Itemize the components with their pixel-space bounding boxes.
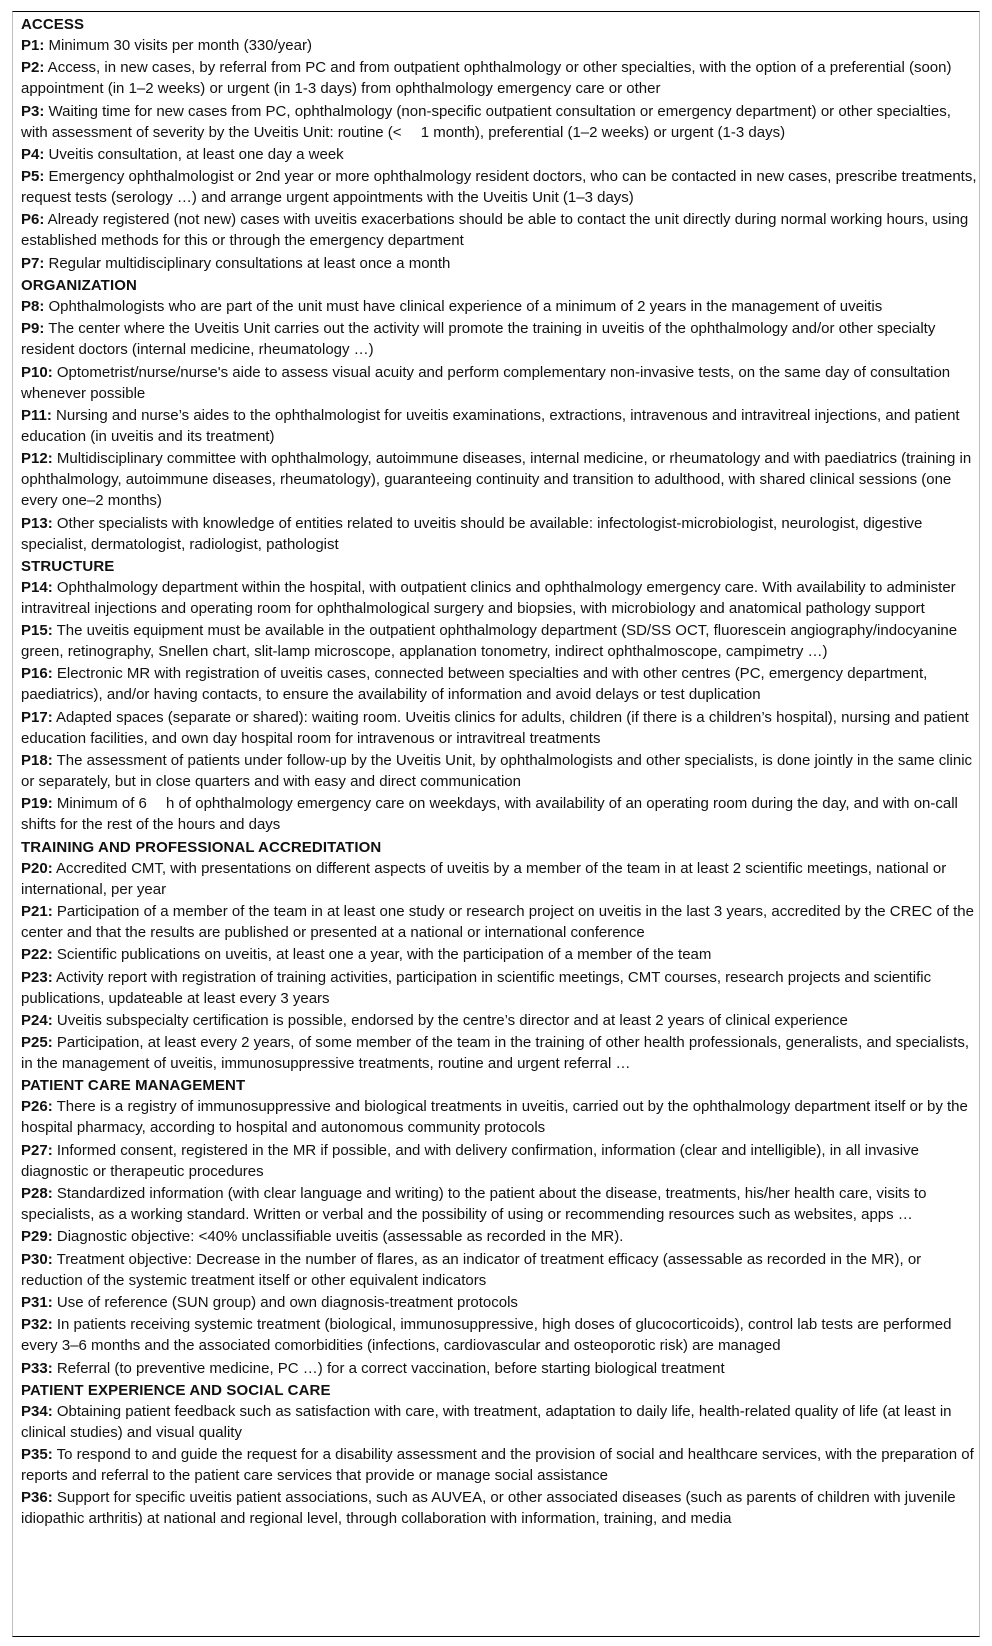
list-item: [21, 663, 979, 705]
list-item: [21, 1292, 979, 1313]
list-item: [21, 362, 979, 404]
item-code: P20:: [21, 859, 53, 877]
item-code: P31:: [21, 1293, 53, 1311]
item-code: P3:: [21, 102, 45, 120]
list-item: [21, 1401, 979, 1443]
item-code: P30:: [21, 1250, 53, 1268]
item-text: Uveitis subspecialty certification is possible, endorsed by the centre’s director and at least 2 years of clinical experience: [52, 1011, 848, 1029]
item-code: P21:: [21, 902, 53, 920]
section-heading: PATIENT CARE MANAGEMENT: [21, 1077, 246, 1095]
list-item: [21, 944, 979, 965]
item-code: P24:: [21, 1011, 53, 1029]
section-access: [21, 14, 979, 274]
list-item: [21, 405, 979, 447]
item-code: P16:: [21, 665, 53, 683]
list-item: [21, 1444, 979, 1486]
list-item: [21, 209, 979, 251]
item-code: P22:: [21, 946, 53, 964]
item-code: P34:: [21, 1402, 53, 1420]
list-item: [21, 1226, 979, 1247]
section-heading: ACCESS: [21, 16, 85, 33]
item-code: P28:: [21, 1185, 53, 1203]
section-patient-care: [21, 1075, 979, 1378]
item-code: P17:: [21, 708, 53, 726]
item-text: Ophthalmology department within the hospital, with outpatient clinics and ophthalmology emergency care. With availability to administer intravitreal injections and operating room for ophthalmological surgery and biopsies, with microbiology and anatomical pathology support: [21, 578, 956, 617]
item-code: P1:: [21, 37, 45, 54]
item-code: P36:: [21, 1489, 53, 1507]
item-text: Already registered (not new) cases with uveitis exacerbations should be able to contact the unit directly during normal working hours, using established methods for this or through the emergency department: [21, 211, 969, 250]
item-text: Activity report with registration of training activities, participation in scientific meetings, CMT courses, research projects and scientific publications, updateable at least every 3 years: [21, 968, 932, 1007]
list-item: [21, 901, 979, 943]
item-text: Waiting time for new cases from PC, ophthalmology (non-specific outpatient consultation or emergency department) or other specialties, with assessment of severity by the Uveitis Unit: routine (< 1 month), preferential (1–2 weeks) or urgent (1-3 days): [21, 102, 951, 141]
item-code: P4:: [21, 145, 45, 163]
item-text: Support for specific uveitis patient associations, such as AUVEA, or other associated diseases (such as parents of children with juvenile idiopathic arthritis) at national and regional level, through collaboration with information, training, and media: [21, 1489, 956, 1528]
list-item: [21, 513, 979, 555]
list-item: [21, 793, 979, 835]
item-code: P10:: [21, 363, 53, 381]
list-item: [21, 707, 979, 749]
item-code: P35:: [21, 1446, 53, 1464]
item-text: The uveitis equipment must be available in the outpatient ophthalmology department (SD/SS OCT, fluorescein angiography/indocyanine green, retinography, Snellen chart, slit-lamp microscope, applanation tonometry, indirect ophthalmoscope, campimetry …): [21, 622, 958, 661]
item-text: Access, in new cases, by referral from PC and from outpatient ophthalmology or other specialties, with the option of a preferential (soon) appointment (in 1–2 weeks) or urgent (in 1-3 days) from ophthalmology emergency care or other: [21, 59, 952, 98]
list-item: [21, 1487, 979, 1529]
item-code: P23:: [21, 968, 53, 986]
item-text: Minimum 30 visits per month (330/year): [44, 37, 312, 54]
list-item: [21, 967, 979, 1009]
list-item: [21, 144, 979, 165]
item-code: P29:: [21, 1228, 53, 1246]
section-patient-experience: [21, 1380, 979, 1530]
item-text: In patients receiving systemic treatment (biological, immunosuppressive, high doses of glucocorticoids), control lab tests are performed every 3–6 months and the associated comorbidities (infections, cardiovascular and osteoporotic risk) are managed: [21, 1316, 952, 1355]
list-item: [21, 35, 979, 56]
item-code: P26:: [21, 1098, 53, 1116]
item-text: Obtaining patient feedback such as satisfaction with care, with treatment, adaptation to daily life, health-related quality of life (at least in clinical studies) and visual quality: [21, 1402, 952, 1441]
section-heading: TRAINING AND PROFESSIONAL ACCREDITATION: [21, 838, 382, 856]
item-text: Use of reference (SUN group) and own diagnosis-treatment protocols: [52, 1293, 518, 1311]
item-text: Other specialists with knowledge of entities related to uveitis should be available: infectologist-microbiologist, neurologist, digestive specialist, dermatologist, radiologist, pathologist: [21, 514, 923, 553]
list-item: [21, 620, 979, 662]
item-text: Diagnostic objective: <40% unclassifiable uveitis (assessable as recorded in the MR).: [52, 1228, 624, 1246]
section-heading: ORGANIZATION: [21, 277, 137, 295]
item-code: P18:: [21, 752, 53, 770]
list-item: [21, 1032, 979, 1074]
item-text: Uveitis consultation, at least one day a week: [44, 145, 344, 163]
item-text: There is a registry of immunosuppressive and biological treatments in uveitis, carried out by the ophthalmology department itself or by the hospital pharmacy, according to hospital and autonomous community protocols: [21, 1098, 968, 1137]
list-item: [21, 858, 979, 900]
list-item: [21, 577, 979, 619]
item-text: Electronic MR with registration of uveitis cases, connected between specialties and with other centres (PC, emergency department, paediatrics), and/or having contacts, to ensure the availability of information and avoid delays or test duplication: [21, 665, 928, 704]
list-item: [21, 166, 979, 208]
item-code: P8:: [21, 298, 45, 316]
item-code: P32:: [21, 1316, 53, 1334]
item-code: P2:: [21, 59, 45, 77]
item-text: Informed consent, registered in the MR if possible, and with delivery confirmation, information (clear and intelligible), in all invasive diagnostic or therapeutic procedures: [21, 1141, 919, 1180]
item-text: The center where the Uveitis Unit carries out the activity will promote the training in uveitis of the ophthalmology and/or other specialty resident doctors (internal medicine, rheumatology …): [21, 320, 936, 359]
item-code: P33:: [21, 1359, 53, 1377]
section-heading: STRUCTURE: [21, 557, 115, 575]
list-item: [21, 448, 979, 511]
item-text: Accredited CMT, with presentations on different aspects of uveitis by a member of the team in at least 2 scientific meetings, national or international, per year: [21, 859, 947, 898]
standards-table: [12, 11, 980, 1637]
section-organization: [21, 275, 979, 554]
list-item: [21, 1314, 979, 1356]
list-item: [21, 1249, 979, 1291]
item-text: Scientific publications on uveitis, at least one a year, with the participation of a member of the team: [52, 946, 712, 964]
list-item: [21, 296, 979, 317]
item-code: P14:: [21, 578, 53, 596]
item-code: P9:: [21, 320, 45, 338]
item-code: P11:: [21, 406, 52, 424]
list-item: [21, 1183, 979, 1225]
item-text: The assessment of patients under follow-up by the Uveitis Unit, by ophthalmologists and other specialists, is done jointly in the same clinic or separately, but in close quarters and with easy and direct communication: [21, 752, 973, 791]
section-structure: [21, 556, 979, 835]
list-item: [21, 1358, 979, 1379]
item-code: P27:: [21, 1141, 53, 1159]
list-item: [21, 1096, 979, 1138]
item-text: Adapted spaces (separate or shared): waiting room. Uveitis clinics for adults, children (if there is a children’s hospital), nursing and patient education facilities, and own day hospital room for intravenous or intravitreal treatments: [21, 708, 969, 747]
list-item: [21, 253, 979, 274]
list-item: [21, 1140, 979, 1182]
item-text: Nursing and nurse’s aides to the ophthalmologist for uveitis examinations, extractions, intravenous and intravitreal injections, and patient education (in uveitis and its treatment): [21, 406, 960, 445]
item-text: Ophthalmologists who are part of the unit must have clinical experience of a minimum of 2 years in the management of uveitis: [44, 298, 883, 316]
list-item: [21, 57, 979, 99]
item-text: To respond to and guide the request for a disability assessment and the provision of social and healthcare services, with the preparation of reports and referral to the patient care services that provide or manage social assistance: [21, 1446, 974, 1485]
item-code: P6:: [21, 211, 45, 229]
item-text: Participation of a member of the team in at least one study or research project on uveitis in the last 3 years, accredited by the CREC of the center and that the results are published or presented at a national or international conference: [21, 902, 974, 941]
list-item: [21, 750, 979, 792]
item-code: P19:: [21, 795, 53, 813]
list-item: [21, 1010, 979, 1031]
list-item: [21, 101, 979, 143]
item-text: Standardized information (with clear language and writing) to the patient about the disease, treatments, his/her health care, visits to specialists, as a working standard. Written or verbal and the possibility of using or recommending resources such as websites, apps …: [21, 1185, 927, 1224]
section-training: [21, 837, 979, 1074]
item-text: Referral (to preventive medicine, PC …) for a correct vaccination, before starting biological treatment: [52, 1359, 725, 1377]
item-code: P7:: [21, 254, 45, 272]
item-code: P5:: [21, 168, 45, 186]
item-text: Optometrist/nurse/nurse's aide to assess visual acuity and perform complementary non-invasive tests, on the same day of consultation whenever possible: [21, 363, 951, 402]
item-text: Treatment objective: Decrease in the number of flares, as an indicator of treatment efficacy (assessable as recorded in the MR), or reduction of the systemic treatment itself or other equivalent indicators: [21, 1250, 922, 1289]
item-text: Emergency ophthalmologist or 2nd year or more ophthalmology resident doctors, who can be contacted in new cases, prescribe treatments, request tests (serology …) and arrange urgent appointments with the Uveitis Unit (1–3 days): [21, 168, 977, 207]
item-code: P12:: [21, 450, 53, 468]
item-code: P25:: [21, 1034, 53, 1052]
item-code: P13:: [21, 514, 53, 532]
item-text: Multidisciplinary committee with ophthalmology, autoimmune diseases, internal medicine, or rheumatology and with paediatrics (training in ophthalmology, autoimmune diseases, rheumatology), guaranteeing continuity and transition to adulthood, with shared clinical sessions (one every one–2 months): [21, 450, 972, 510]
item-code: P15:: [21, 622, 53, 640]
item-text: Regular multidisciplinary consultations at least once a month: [44, 254, 451, 272]
item-text: Participation, at least every 2 years, of some member of the team in the training of other health professionals, generalists, and specialists, in the management of uveitis, immunosuppressive treatments, routine and urgent referral …: [21, 1034, 969, 1073]
list-item: [21, 318, 979, 360]
section-heading: PATIENT EXPERIENCE AND SOCIAL CARE: [21, 1381, 331, 1399]
item-text: Minimum of 6 h of ophthalmology emergency care on weekdays, with availability of an operating room during the day, and with on-call shifts for the rest of the hours and days: [21, 795, 958, 834]
